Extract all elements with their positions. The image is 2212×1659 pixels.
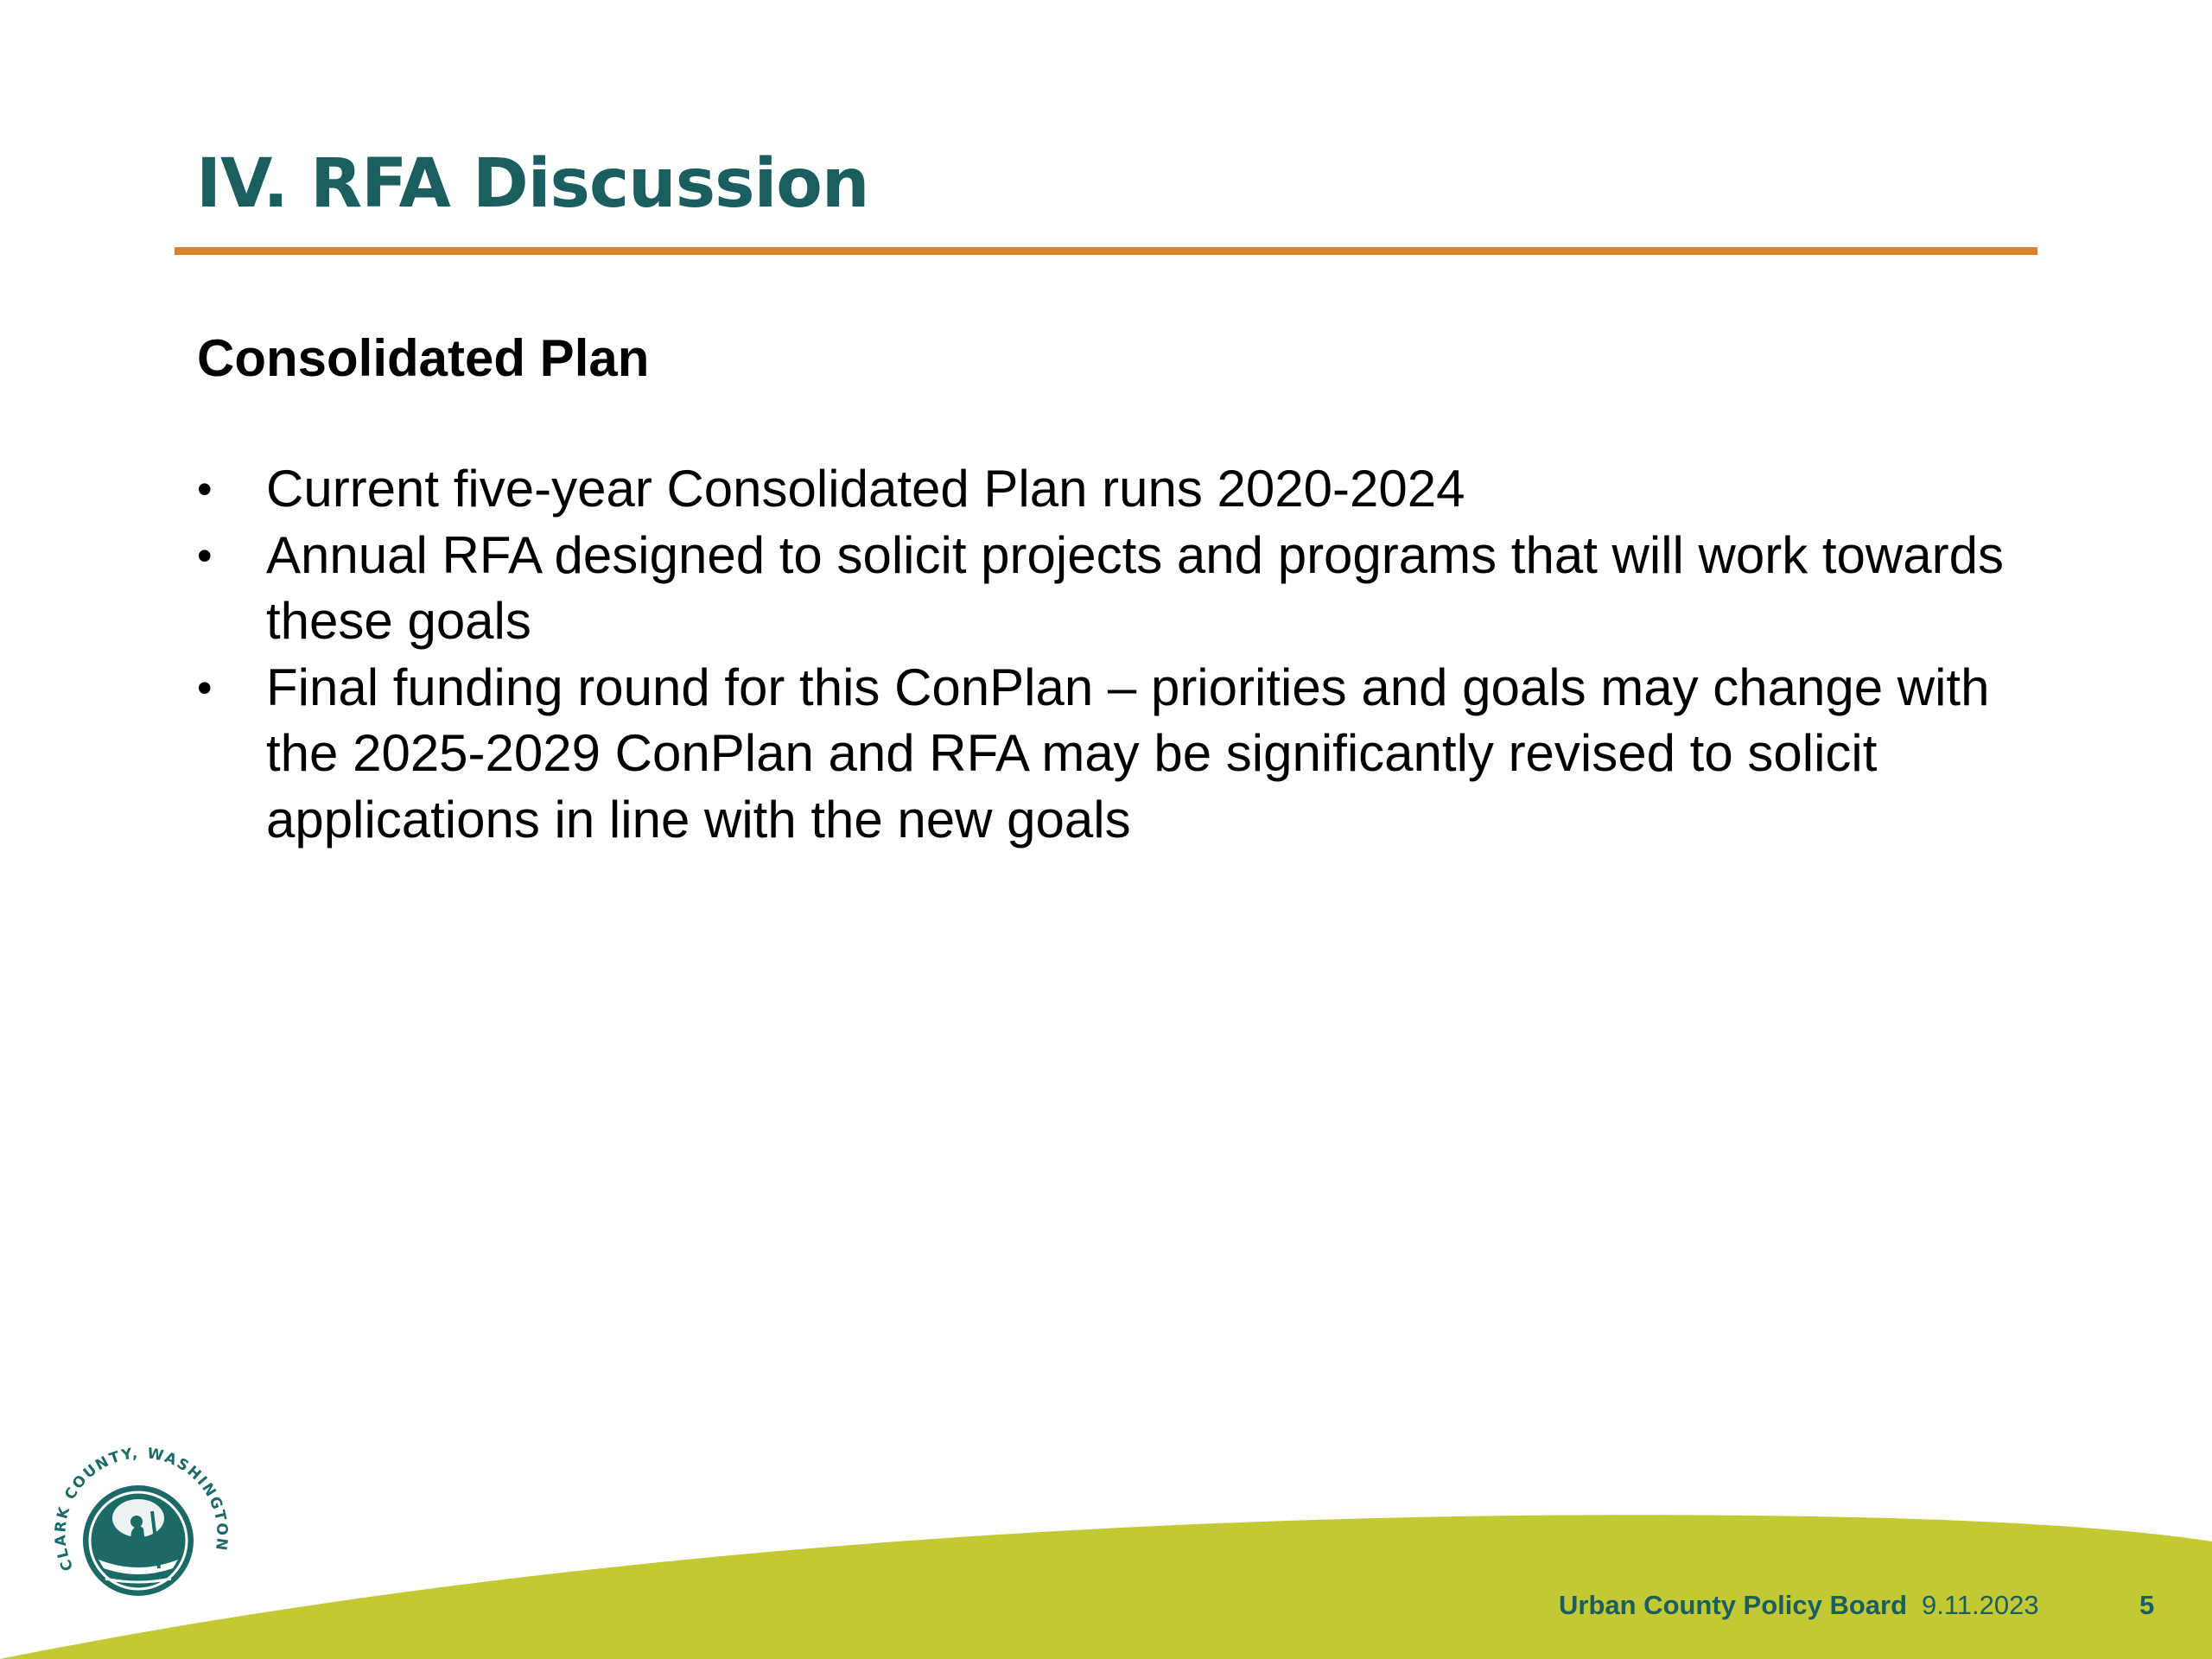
bullet-marker: • xyxy=(197,531,213,580)
clark-county-seal-icon xyxy=(45,1439,235,1629)
bullet-marker: • xyxy=(197,465,213,513)
bullet-marker: • xyxy=(197,663,213,712)
slide-title: IV. RFA Discussion xyxy=(196,145,869,223)
section-subheading: Consolidated Plan xyxy=(197,329,650,387)
bullet-text: Current five-year Consolidated Plan runs 2020-2024 xyxy=(266,460,1465,518)
bullet-text: Annual RFA designed to solicit projects and programs that will work towards these goals xyxy=(266,525,2004,650)
footer-date: 9.11.2023 xyxy=(1922,1590,2039,1620)
footer-board-name: Urban County Policy Board xyxy=(1559,1590,1908,1620)
page-number: 5 xyxy=(2139,1590,2155,1620)
bullet-text: Final funding round for this ConPlan – priorities and goals may change with the 2025-2029 ConPlan and RFA may be significantly revised to solicit applications in line with the new goals xyxy=(266,658,1990,849)
seal-text: CLARK COUNTY, WASHINGTON xyxy=(52,1445,231,1573)
